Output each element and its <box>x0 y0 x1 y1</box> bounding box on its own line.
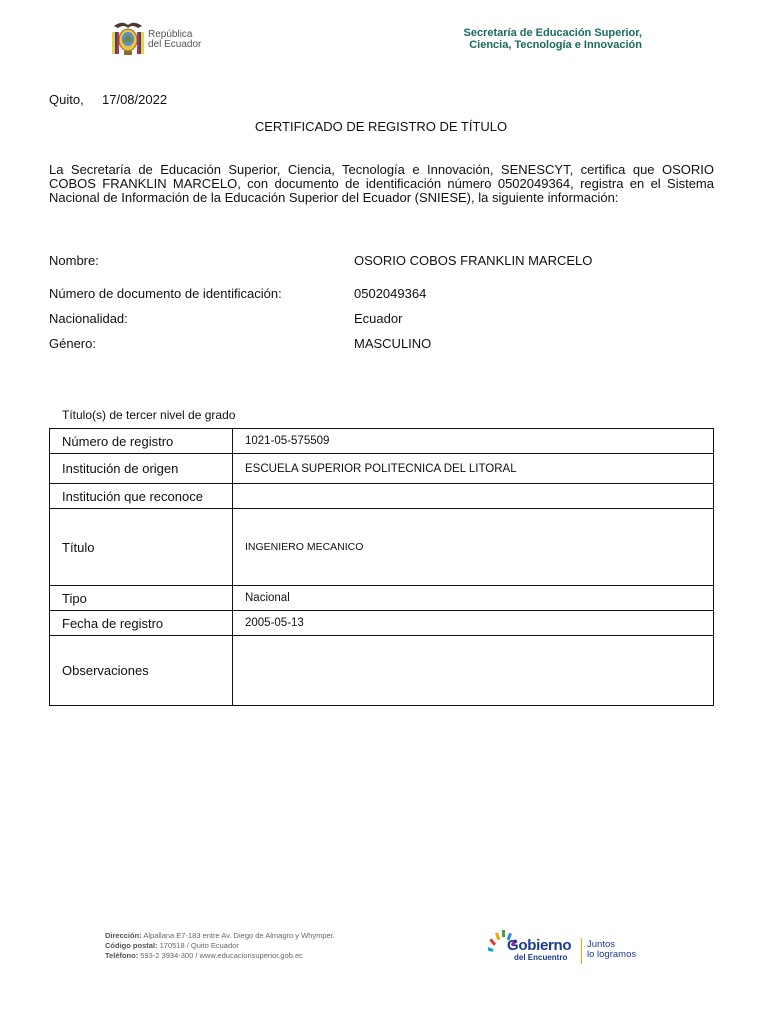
footer-phone-value: 593-2 3934-300 / www.educacionsuperior.gob.ec <box>140 951 303 960</box>
gender-label: Género: <box>49 336 96 351</box>
row-value-type: Nacional <box>233 586 714 611</box>
table-row <box>50 586 714 611</box>
gobierno-divider <box>581 938 582 964</box>
gobierno-wordmark: Gobierno <box>507 937 572 954</box>
row-value-registration-number: 1021-05-575509 <box>233 429 714 454</box>
row-value-registration-date: 2005-05-13 <box>233 611 714 636</box>
footer-postal-value: 170518 / Quito Ecuador <box>159 941 239 950</box>
row-label-observations: Observaciones <box>50 636 233 706</box>
row-label-registration-date: Fecha de registro <box>50 611 233 636</box>
footer-phone-label: Teléfono: <box>105 951 139 960</box>
org-name-line-2: Ciencia, Tecnología e Innovación <box>469 39 642 51</box>
table-row <box>50 509 714 586</box>
row-label-registration-number: Número de registro <box>50 429 233 454</box>
footer-postal-line <box>105 941 335 951</box>
document-title: CERTIFICADO DE REGISTRO DE TÍTULO <box>254 119 508 134</box>
date-line <box>49 92 167 107</box>
row-label-type: Tipo <box>50 586 233 611</box>
footer-postal-label: Código postal: <box>105 941 158 950</box>
republic-line-1: República <box>148 29 193 40</box>
id-label: Número de documento de identificación: <box>49 286 282 301</box>
row-value-recognizing-institution <box>233 484 714 509</box>
table-row <box>50 429 714 454</box>
slogan-line-2: lo logramos <box>587 949 637 960</box>
senescyt-header <box>456 27 642 51</box>
slogan-line-1: Juntos <box>587 939 615 950</box>
ecuador-coat-of-arms-icon <box>108 18 148 60</box>
org-name-line-1: Secretaría de Educación Superior, <box>463 27 642 39</box>
date-value: 17/08/2022 <box>102 92 168 107</box>
degree-table <box>49 428 714 706</box>
row-label-recognizing-institution: Institución que reconoce <box>50 484 233 509</box>
nationality-value: Ecuador <box>354 311 403 326</box>
republic-line-2: del Ecuador <box>148 39 202 50</box>
table-row <box>50 484 714 509</box>
row-value-observations <box>233 636 714 706</box>
name-value: OSORIO COBOS FRANKLIN MARCELO <box>354 253 593 268</box>
table-row <box>50 454 714 484</box>
republic-wordmark <box>148 30 201 50</box>
id-value: 0502049364 <box>354 286 427 301</box>
name-label: Nombre: <box>49 253 99 268</box>
footer-address-line <box>105 931 335 941</box>
table-row <box>50 611 714 636</box>
row-label-origin-institution: Institución de origen <box>50 454 233 484</box>
row-value-degree-title: INGENIERO MECANICO <box>233 509 714 586</box>
footer-address-block <box>105 931 335 961</box>
republic-logo <box>108 18 208 60</box>
gobierno-slogan <box>587 940 636 960</box>
table-row <box>50 636 714 706</box>
gobierno-subtitle: del Encuentro <box>514 953 568 962</box>
date-city: Quito, <box>49 92 84 107</box>
degree-section-title: Título(s) de tercer nivel de grado <box>62 408 236 422</box>
row-value-origin-institution: ESCUELA SUPERIOR POLITECNICA DEL LITORAL <box>233 454 714 484</box>
footer-address-label: Dirección: <box>105 931 142 940</box>
footer-address-value: Alpallana E7-183 entre Av. Diego de Almagro y Whymper. <box>143 931 335 940</box>
gender-value: MASCULINO <box>354 336 432 351</box>
nationality-label: Nacionalidad: <box>49 311 128 326</box>
intro-paragraph: La Secretaría de Educación Superior, Ciencia, Tecnología e Innovación, SENESCYT, certifica que OSORIO COBOS FRANKLIN MARCELO, con documento de identificación número 0502049364, registra en el Sistema Nacional de Información de la Educación Superior del Ecuador (SNIESE), la siguiente información: <box>49 162 714 205</box>
footer-phone-line <box>105 951 335 961</box>
row-label-degree-title: Título <box>50 509 233 586</box>
gobierno-del-encuentro-logo <box>488 928 653 968</box>
